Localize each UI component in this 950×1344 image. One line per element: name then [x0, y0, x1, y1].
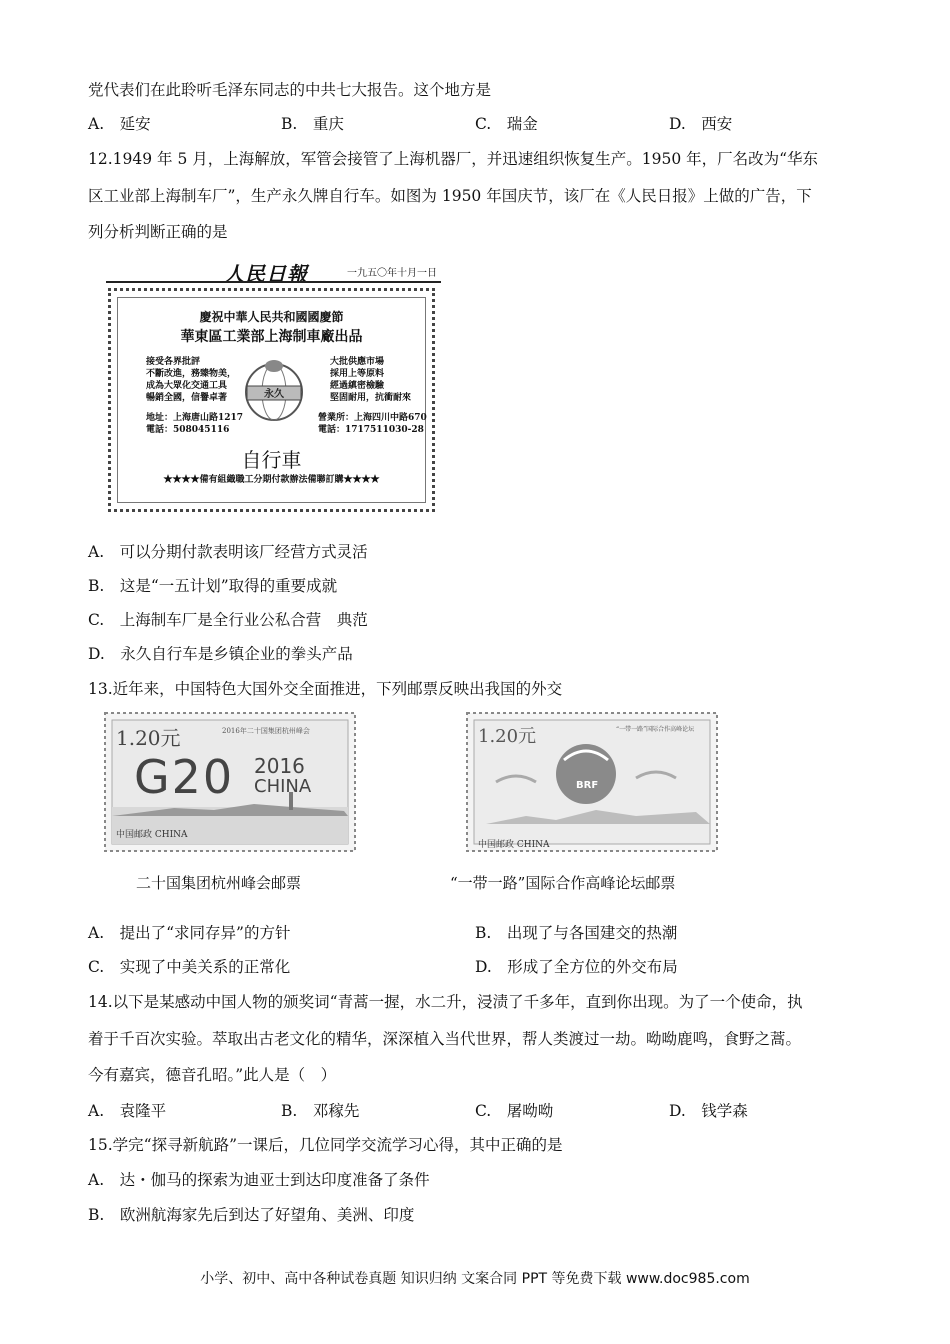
q14-option-b: B. 邓稼先	[281, 1102, 360, 1120]
q14-stem-line1: 14.以下是某感动中国人物的颁奖词“青蒿一握，水二升，浸渍了千多年，直到你出现。为了一个使命，执	[88, 993, 803, 1011]
ad-inner-frame	[117, 297, 426, 503]
stamp-brf-post: 中国邮政 CHINA	[478, 840, 550, 850]
ad-title-1: 慶祝中華人民共和國國慶節	[199, 310, 344, 324]
globe-emblem-icon	[239, 354, 309, 424]
q11-stem-tail: 党代表们在此聆听毛泽东同志的中共七大报告。这个地方是	[88, 81, 492, 99]
q14-option-c: C. 屠呦呦	[475, 1102, 554, 1120]
q14-stem-line3: 今有嘉宾，德音孔昭。”此人是（ ）	[88, 1066, 337, 1084]
stamp-g20-header: 2016年二十国集团杭州峰会	[222, 727, 310, 735]
q13-option-a: A. 提出了“求同存异”的方针	[88, 924, 291, 942]
ad-border	[108, 288, 435, 512]
q12-option-c: C. 上海制车厂是全行业公私合营 典范	[88, 611, 368, 629]
q13-stem: 13.近年来，中国特色大国外交全面推进，下列邮票反映出我国的外交	[88, 680, 563, 698]
q14-stem-line2: 着于千百次实验。萃取出古老文化的精华，深深植入当代世界，帮人类渡过一劫。呦呦鹿鸣，食野之蒿。	[88, 1030, 802, 1048]
q13-option-c: C. 实现了中美关系的正常化	[88, 958, 291, 976]
q12-stem-line1: 12.1949 年 5 月，上海解放，军管会接管了上海机器厂，并迅速组织恢复生产。1950 年，厂名改为“华东	[88, 150, 819, 168]
q11-option-b: B. 重庆	[281, 115, 344, 133]
stamp-brf-caption: “一带一路”国际合作高峰论坛邮票	[450, 874, 676, 892]
ad-footer-line: ★★★★備有組織職工分期付款辦法備聯訂購★★★★	[163, 475, 380, 485]
q13-option-b: B. 出现了与各国建交的热潮	[475, 924, 678, 942]
stamp-brf-value: 1.20元	[478, 726, 537, 747]
q14-option-d: D. 钱学森	[669, 1102, 748, 1120]
stamp-g20-post: 中国邮政 CHINA	[116, 830, 188, 840]
ad-right-address: 營業所：上海四川中路670 電話：1717511030-28	[318, 413, 427, 435]
q11-option-a: A. 延安	[88, 115, 151, 133]
newspaper-advertisement	[106, 258, 441, 516]
newspaper-logo: 人民日報	[224, 262, 308, 286]
stamp-g20	[104, 712, 356, 852]
page-footer: 小学、初中、高中各种试卷真题 知识归纳 文案合同 PPT 等免费下载 www.doc985.com	[200, 1271, 750, 1287]
q15-stem: 15.学完“探寻新航路”一课后，几位同学交流学习心得，其中正确的是	[88, 1136, 563, 1154]
q12-stem-line3: 列分析判断正确的是	[88, 223, 228, 241]
brf-logo: BRF	[576, 780, 599, 791]
stamp-g20-value: 1.20元	[116, 726, 181, 750]
ad-left-address: 地址：上海唐山路1217 電話：508045116	[146, 413, 244, 435]
g20-country: CHINA	[254, 776, 312, 797]
g20-year: 2016	[254, 754, 305, 778]
ad-title-2: 華東區工業部上海制車廠出品	[180, 329, 363, 345]
g20-logo: G20	[134, 750, 235, 804]
ad-right-column: 大批供應市場 採用上等原料 經過縝密檢驗 堅固耐用，抗衝耐來	[330, 357, 412, 403]
stamp-brf	[466, 712, 718, 852]
q12-stem-line2: 区工业部上海制车厂”，生产永久牌自行车。如图为 1950 年国庆节，该厂在《人民日报》上做的广告，下	[88, 187, 812, 205]
q12-option-a: A. 可以分期付款表明该厂经营方式灵活	[88, 543, 368, 561]
q12-option-d: D. 永久自行车是乡镇企业的拳头产品	[88, 645, 353, 663]
q11-option-c: C. 瑞金	[475, 115, 538, 133]
stamp-g20-caption: 二十国集团杭州峰会邮票	[136, 874, 302, 892]
ad-masthead	[106, 258, 441, 286]
q12-option-b: B. 这是“一五计划”取得的重要成就	[88, 577, 338, 595]
q13-option-d: D. 形成了全方位的外交布局	[475, 958, 678, 976]
ad-rule	[106, 281, 441, 283]
q15-option-b: B. 欧洲航海家先后到达了好望角、美洲、印度	[88, 1206, 415, 1224]
ad-date: 一九五〇年十月一日	[347, 268, 437, 279]
emblem-label: 永久	[264, 389, 284, 400]
stamp-brf-header: “一带一路”国际合作高峰论坛	[616, 726, 695, 733]
q14-option-a: A. 袁隆平	[88, 1102, 167, 1120]
ad-left-column: 接受各界批評 不斷改進，務臻物美， 成為大眾化交通工具 暢銷全國，信譽卓著	[146, 357, 237, 403]
ad-product-name: 自行車	[241, 448, 302, 472]
q15-option-a: A. 达・伽马的探索为迪亚士到达印度准备了条件	[88, 1171, 430, 1189]
q11-option-d: D. 西安	[669, 115, 733, 133]
